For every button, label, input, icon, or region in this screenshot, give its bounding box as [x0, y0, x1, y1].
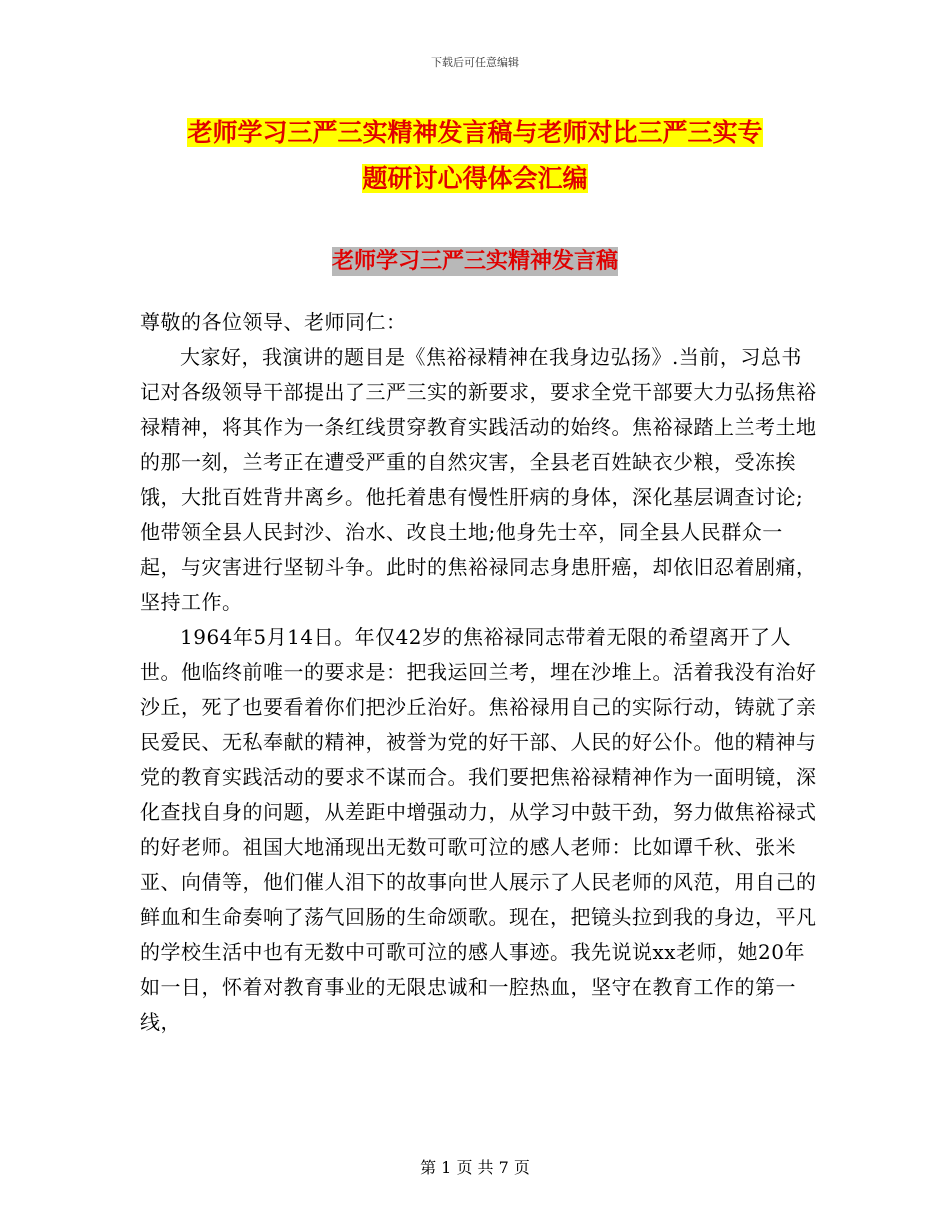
page-number: 第 1 页 共 7 页: [420, 1158, 530, 1177]
title-line-2: 题研讨心得体会汇编: [362, 164, 588, 193]
section-title-text: 老师学习三严三实精神发言稿: [331, 249, 618, 274]
title-line-1: 老师学习三严三实精神发言稿与老师对比三严三实专: [187, 118, 763, 147]
document-title: [140, 110, 810, 202]
paragraph: 1964年5月14日。年仅42岁的焦裕禄同志带着无限的希望离开了人世。他临终前唯一的要求是：把我运回兰考，埋在沙堆上。活着我没有治好沙丘，死了也要看着你们把沙丘治好。焦裕禄用自己的实际行动，铸就了亲民爱民、无私奉献的精神，被誉为党的好干部、人民的好公仆。他的精神与党的教育实践活动的要求不谋而合。我们要把焦裕禄精神作为一面明镜，深化查找自身的问题，从差距中增强动力，从学习中鼓干劲，努力做焦裕禄式的好老师。祖国大地涌现出无数可歌可泣的感人老师：比如谭千秋、张米亚、向倩等，他们催人泪下的故事向世人展示了人民老师的风范，用自己的鲜血和生命奏响了荡气回肠的生命颂歌。现在，把镜头拉到我的身边，平凡的学校生活中也有无数中可歌可泣的感人事迹。我先说说xx老师，她20年如一日，怀着对教育事业的无限忠诚和一腔热血，坚守在教育工作的第一线，: [140, 625, 817, 1034]
header-note: 下载后可任意编辑: [431, 56, 519, 69]
section-title: [0, 244, 950, 275]
document-body: [140, 305, 820, 1040]
salutation: 尊敬的各位领导、老师同仁：: [140, 310, 407, 334]
paragraph: 大家好，我演讲的题目是《焦裕禄精神在我身边弘扬》.当前，习总书记对各级领导干部提出了三严三实的新要求，要求全党干部要大力弘扬焦裕禄精神，将其作为一条红线贯穿教育实践活动的始终。焦裕禄踏上兰考土地的那一刻，兰考正在遭受严重的自然灾害，全县老百姓缺衣少粮，受冻挨饿，大批百姓背井离乡。他托着患有慢性肝病的身体，深化基层调查讨论;他带领全县人民封沙、治水、改良土地;他身先士卒，同全县人民群众一起，与灾害进行坚韧斗争。此时的焦裕禄同志身患肝癌，却依旧忍着剧痛，坚持工作。: [140, 345, 817, 614]
